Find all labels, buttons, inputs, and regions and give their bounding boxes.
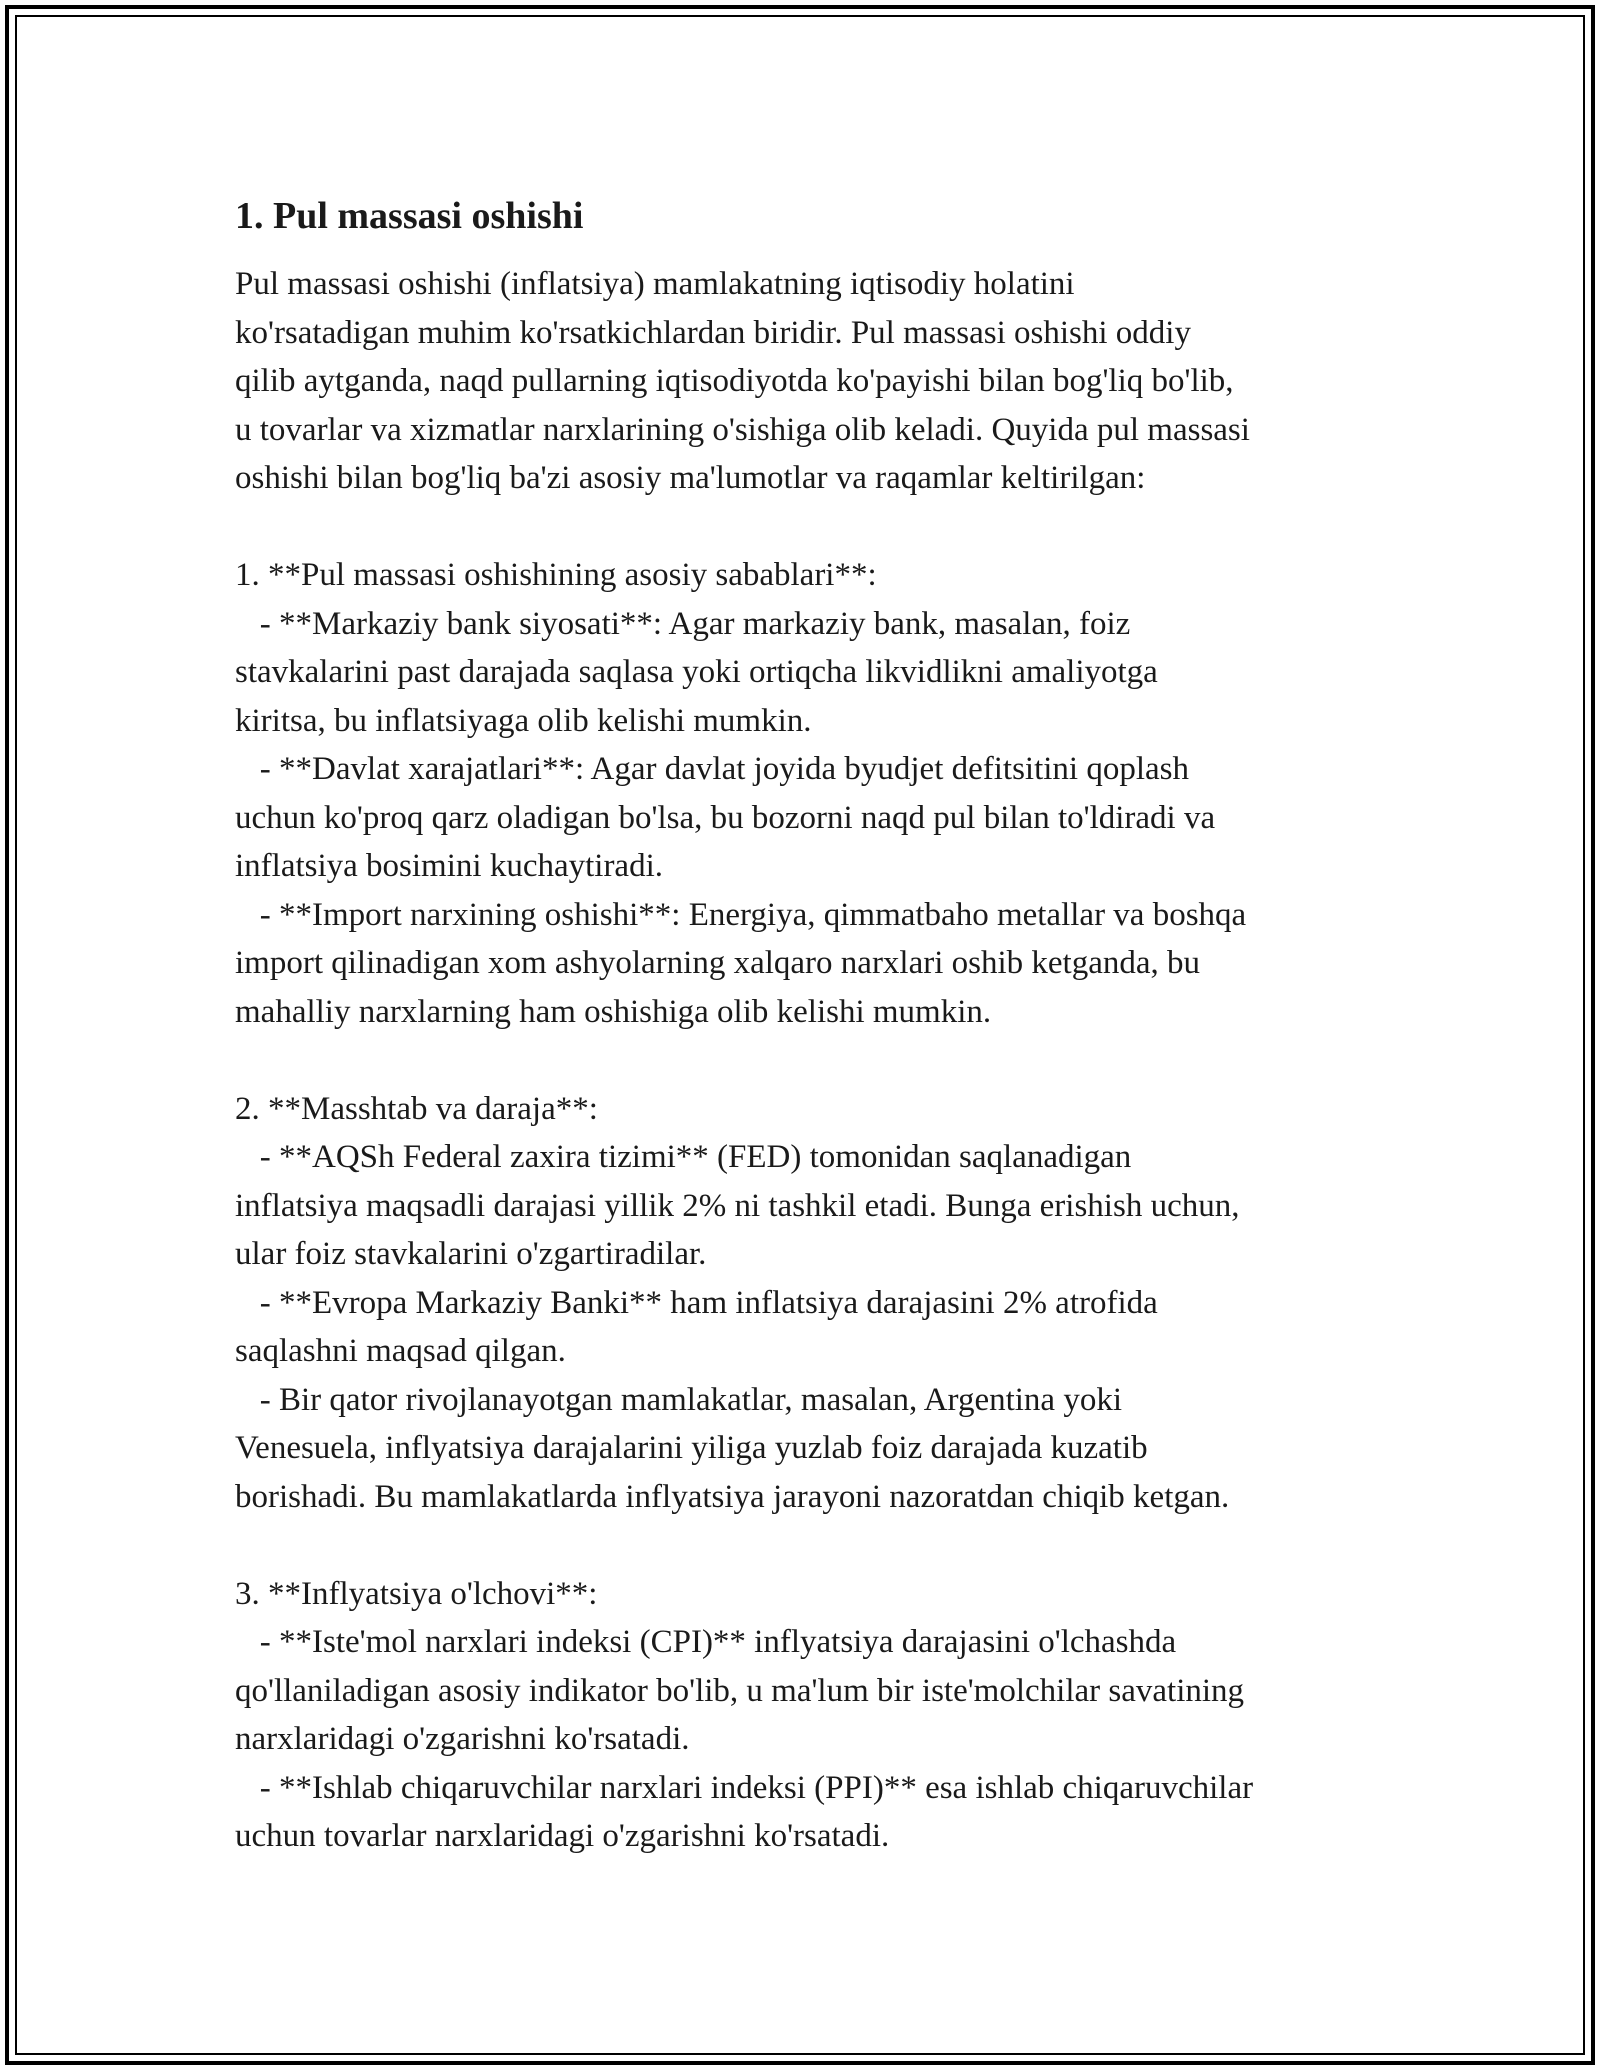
section-measurement: 3. **Inflyatsiya o'lchovi**: - **Iste'mol narxlari indeksi (CPI)** inflyatsiya darajasini o'lchashda qo'llaniladigan asosiy indikator bo'lib, u ma'lum bir iste'molchilar savatining narxlaridagi o'zgarishni ko'rsatadi. - **Ishlab chiqaruvchilar narxlari indeksi (PPI)** esa ishlab chiqaruvchilar uchun tovarlar narxlaridagi o'zgarishni ko'rsatadi. [235,1575,1254,1854]
document-heading: 1. Pul massasi oshishi [235,195,584,237]
blank-line [235,503,1385,552]
intro-paragraph: Pul massasi oshishi (inflatsiya) mamlakatning iqtisodiy holatini ko'rsatadigan muhim ko'rsatkichlardan biridir. Pul massasi oshishi oddiy qilib aytganda, naqd pullarning iqtisodiyotda ko'payishi bilan bog'liq bo'lib, u tovarlar va xizmatlar narxlarining o'sishiga olib keladi. Quyida pul massasi oshishi bilan bog'liq ba'zi asosiy ma'lumotlar va raqamlar keltirilgan: [235,266,1250,496]
blank-line [235,1036,1385,1085]
document-body [235,180,1385,1861]
blank-line [235,1521,1385,1570]
section-scale: 2. **Masshtab va daraja**: - **AQSh Federal zaxira tizimi** (FED) tomonidan saqlanadigan inflatsiya maqsadli darajasi yillik 2% ni tashkil etadi. Bunga erishish uchun, ular foiz stavkalarini o'zgartiradilar. - **Evropa Markaziy Banki** ham inflatsiya darajasini 2% atrofida saqlashni maqsad qilgan. - Bir qator rivojlanayotgan mamlakatlar, masalan, Argentina yoki Venesuela, inflyatsiya darajalarini yiliga yuzlab foiz darajada kuzatib borishadi. Bu mamlakatlarda inflyatsiya jarayoni nazoratdan chiqib ketgan. [235,1090,1240,1515]
section-causes: 1. **Pul massasi oshishining asosiy sabablari**: - **Markaziy bank siyosati**: Agar markaziy bank, masalan, foiz stavkalarini past darajada saqlasa yoki ortiqcha likvidlikni amaliyotga kiritsa, bu inflatsiyaga olib kelishi mumkin. - **Davlat xarajatlari**: Agar davlat joyida byudjet defitsitini qoplash uchun ko'proq qarz oladigan bo'lsa, bu bozorni naqd pul bilan to'ldiradi va inflatsiya bosimini kuchaytiradi. - **Import narxining oshishi**: Energiya, qimmatbaho metallar va boshqa import qilinadigan xom ashyolarning xalqaro narxlari oshib ketganda, bu mahalliy narxlarning ham oshishiga olib kelishi mumkin. [235,557,1247,1030]
